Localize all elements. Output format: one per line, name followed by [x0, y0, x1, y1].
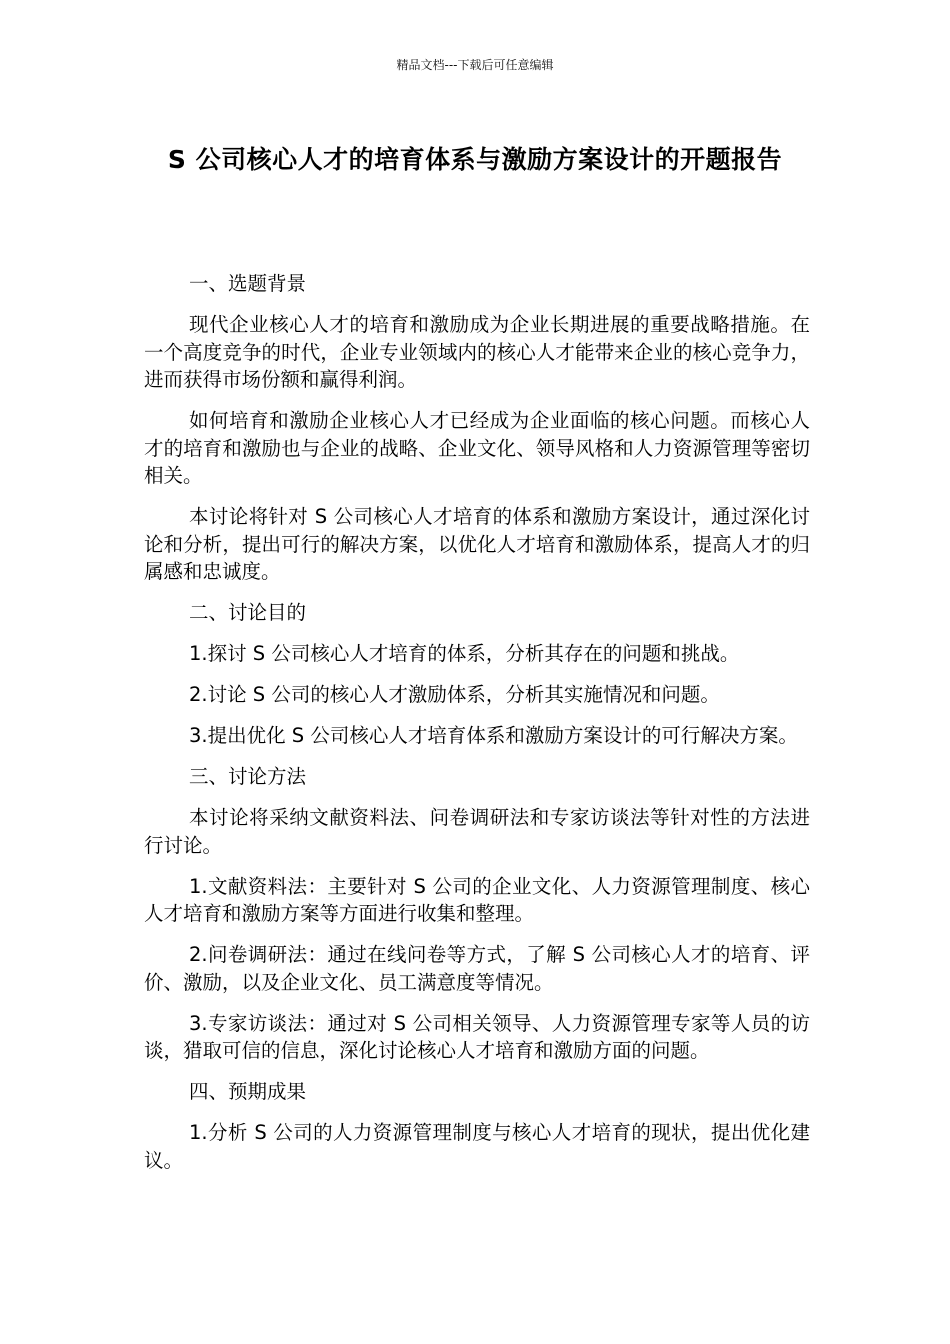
section-heading-background: 一、选题背景: [189, 272, 307, 295]
paragraph: 本讨论将针对 S 公司核心人才培育的体系和激励方案设计，通过深化讨论和分析，提出可行的解决方案，以优化人才培育和激励体系，提高人才的归属感和忠诚度。: [144, 505, 810, 583]
page-header: 精品文档---下载后可任意编辑: [396, 58, 554, 72]
section-heading-purpose: 二、讨论目的: [189, 601, 307, 624]
paragraph: 如何培育和激励企业核心人才已经成为企业面临的核心问题。而核心人才的培育和激励也与企业的战略、企业文化、领导风格和人力资源管理等密切相关。: [144, 409, 810, 487]
list-item: 1.分析 S 公司的人力资源管理制度与核心人才培育的现状，提出优化建议。: [144, 1121, 810, 1172]
list-item: 3.专家访谈法：通过对 S 公司相关领导、人力资源管理专家等人员的访谈，猎取可信的信息，深化讨论核心人才培育和激励方面的问题。: [144, 1011, 810, 1062]
section-heading-method: 三、讨论方法: [189, 765, 307, 788]
paragraph: 本讨论将采纳文献资料法、问卷调研法和专家访谈法等针对性的方法进行讨论。: [144, 806, 810, 857]
paragraph: 现代企业核心人才的培育和激励成为企业长期进展的重要战略措施。在一个高度竞争的时代，企业专业领域内的核心人才能带来企业的核心竞争力，进而获得市场份额和赢得利润。: [144, 313, 810, 391]
section-heading-results: 四、预期成果: [189, 1080, 307, 1103]
list-item: 1.探讨 S 公司核心人才培育的体系，分析其存在的问题和挑战。: [189, 642, 740, 665]
list-item: 2.问卷调研法：通过在线问卷等方式，了解 S 公司核心人才的培育、评价、激励，以及企业文化、员工满意度等情况。: [144, 943, 810, 994]
list-item: 1.文献资料法：主要针对 S 公司的企业文化、人力资源管理制度、核心人才培育和激励方案等方面进行收集和整理。: [144, 874, 810, 925]
document-title: S 公司核心人才的培育体系与激励方案设计的开题报告: [167, 145, 783, 174]
document-body: [144, 270, 810, 1188]
list-item: 2.讨论 S 公司的核心人才激励体系，分析其实施情况和问题。: [189, 683, 720, 706]
list-item: 3.提出优化 S 公司核心人才培育体系和激励方案设计的可行解决方案。: [189, 724, 798, 747]
